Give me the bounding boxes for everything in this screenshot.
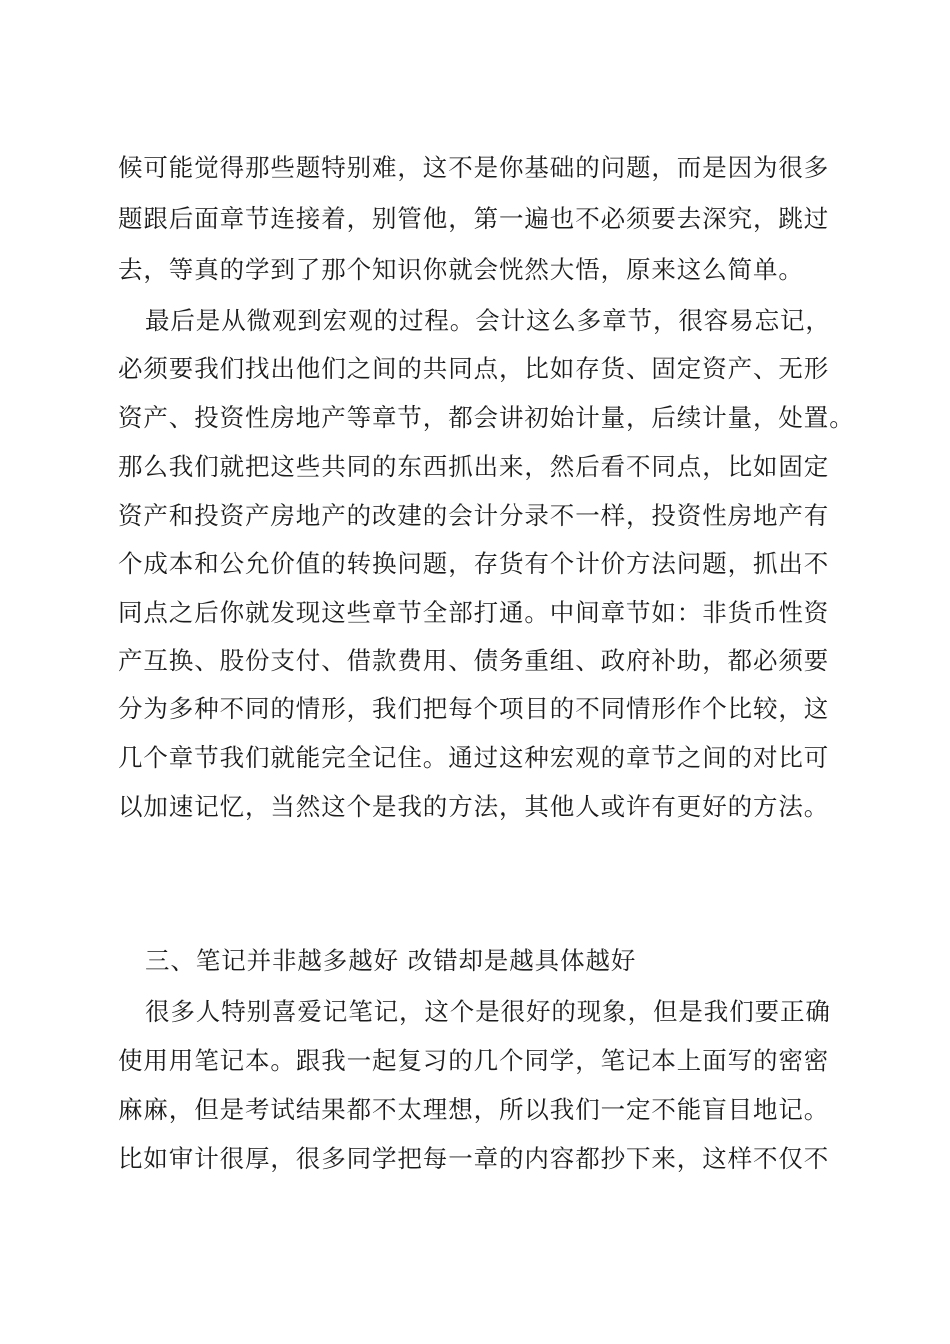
paragraph-line: 那么我们就把这些共同的东西抓出来，然后看不同点，比如固定 bbox=[118, 452, 830, 481]
paragraph-line: 最后是从微观到宏观的过程。会计这么多章节，很容易忘记， bbox=[145, 306, 831, 335]
section-heading: 三、笔记并非越多越好 改错却是越具体越好 bbox=[145, 946, 637, 975]
paragraph-line: 题跟后面章节连接着，别管他，第一遍也不必须要去深究，跳过 bbox=[118, 204, 830, 233]
paragraph-line: 使用用笔记本。跟我一起复习的几个同学，笔记本上面写的密密 bbox=[118, 1046, 830, 1075]
paragraph-line: 几个章节我们就能完全记住。通过这种宏观的章节之间的对比可 bbox=[118, 743, 830, 772]
paragraph-line: 个成本和公允价值的转换问题，存货有个计价方法问题，抓出不 bbox=[118, 549, 830, 578]
paragraph-line: 必须要我们找出他们之间的共同点，比如存货、固定资产、无形 bbox=[118, 354, 830, 383]
paragraph-line: 资产、投资性房地产等章节，都会讲初始计量，后续计量，处置。 bbox=[118, 403, 855, 432]
paragraph-line: 候可能觉得那些题特别难，这不是你基础的问题，而是因为很多 bbox=[118, 153, 830, 182]
paragraph-line: 资产和投资产房地产的改建的会计分录不一样，投资性房地产有 bbox=[118, 501, 830, 530]
paragraph-line: 同点之后你就发现这些章节全部打通。中间章节如：非货币性资 bbox=[118, 598, 830, 627]
paragraph-line: 麻麻，但是考试结果都不太理想，所以我们一定不能盲目地记。 bbox=[118, 1095, 830, 1124]
paragraph-line: 分为多种不同的情形，我们把每个项目的不同情形作个比较，这 bbox=[118, 694, 830, 723]
paragraph-line: 很多人特别喜爱记笔记，这个是很好的现象，但是我们要正确 bbox=[145, 997, 831, 1026]
paragraph-line: 比如审计很厚，很多同学把每一章的内容都抄下来，这样不仅不 bbox=[118, 1144, 830, 1173]
paragraph-line: 产互换、股份支付、借款费用、债务重组、政府补助，都必须要 bbox=[118, 646, 830, 675]
paragraph-line: 去，等真的学到了那个知识你就会恍然大悟，原来这么简单。 bbox=[118, 255, 804, 284]
paragraph-line: 以加速记忆，当然这个是我的方法，其他人或许有更好的方法。 bbox=[118, 792, 830, 821]
